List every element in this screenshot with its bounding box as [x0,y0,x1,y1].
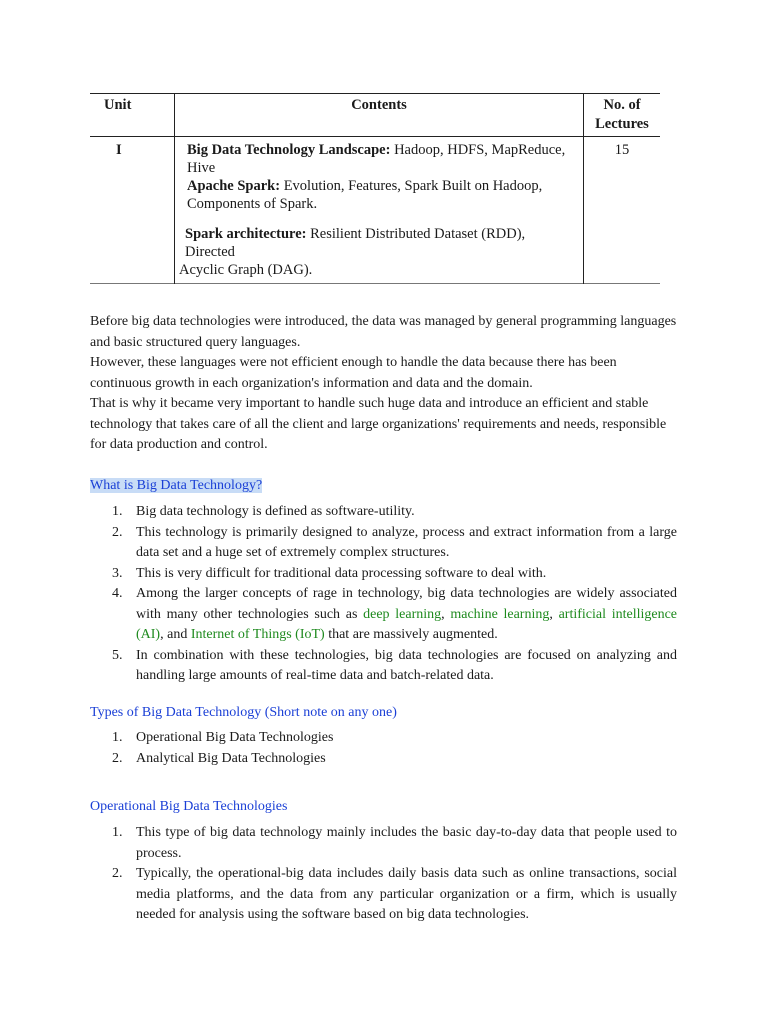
list-item: 2. Typically, the operational-big data includes daily basis data such as online transactions, social media platforms, and the data from any particular organization or a firm, which is usually needed for analysis using the software based on big data technologies. [112,866,677,922]
header-contents: Contents [175,94,584,137]
cell-contents [175,137,584,284]
list-what-is-big-data [90,502,677,687]
link-machine-learning[interactable]: machine learning [450,606,550,622]
table-header-row [90,94,660,137]
arch-text: Resilient Distributed Dataset (RDD), Directed [185,226,526,260]
intro-paragraph-2: However, these languages were not efficient enough to handle the data because there has been continuous growth in each organization's information and data and the domain. [90,355,617,391]
content-spark [187,177,569,213]
heading-what-is-big-data [90,476,262,496]
landscape-title: Big Data Technology Landscape: [187,142,391,158]
intro-paragraph-3: That is why it became very important to handle such huge data and introduce an efficient and stable technology that takes care of all the client and large organizations' requirements and needs, responsible for data production and control. [90,396,667,452]
header-unit: Unit [90,94,175,137]
link-deep-learning[interactable]: deep learning [363,606,442,622]
content-architecture [179,225,569,279]
list-item: 5. In combination with these technologies, big data technologies are focused on analyzing and handling large amounts of real-time data and batch-related data. [112,647,677,683]
arch-text-line2: Acyclic Graph (DAG). [179,262,313,278]
arch-title: Spark architecture: [185,226,307,242]
list-item: 2. Analytical Big Data Technologies [112,750,326,766]
table-row [90,137,660,284]
link-internet-of-things[interactable]: Internet of Things (IoT) [190,627,325,642]
intro-paragraph-1: Before big data technologies were introduced, the data was managed by general programming languages and basic structured query languages. [90,314,677,350]
cell-unit: I [116,142,122,158]
list-operational-big-data [90,823,677,926]
header-lectures [584,94,661,137]
heading-types-of-big-data: Types of Big Data Technology (Short note on any one) [90,705,397,720]
content-landscape [187,141,569,177]
list-item: 1. Big data technology is defined as software-utility. [112,504,415,519]
spark-text: Evolution, Features, Spark Built on Hadoop, Components of Spark. [187,178,543,212]
list-types-of-big-data [90,728,677,769]
landscape-text: Hadoop, HDFS, MapReduce, Hive [187,142,566,176]
list-item: 4. Among the larger concepts of rage in technology, big data technologies are widely associated with many other technologies such as deep learning, machine learning, artificial intelligence (AI), and Internet of Things (IoT) that are massively augmented. [112,586,678,642]
link-artificial-intelligence[interactable]: artificial intelligence (AI) [136,606,678,642]
heading-operational-big-data: Operational Big Data Technologies [90,799,288,814]
intro-text [90,312,680,456]
heading-what-highlight: What is Big Data Technology? [90,478,263,493]
syllabus-table [90,93,660,284]
list-item: 2. This technology is primarily designed to analyze, process and extract information from a large data set and a huge set of extremely complex structures. [112,524,677,560]
header-lectures-line2: Lectures [595,116,649,132]
list-item: 1. This type of big data technology mainly includes the basic day-to-day data that people used to process. [112,825,677,861]
header-lectures-line1: No. of [603,97,641,113]
list-item: 1. Operational Big Data Technologies [112,730,334,745]
spark-title: Apache Spark: [187,178,281,194]
cell-lectures: 15 [614,142,630,158]
list-item: 3. This is very difficult for traditional data processing software to deal with. [112,565,547,581]
